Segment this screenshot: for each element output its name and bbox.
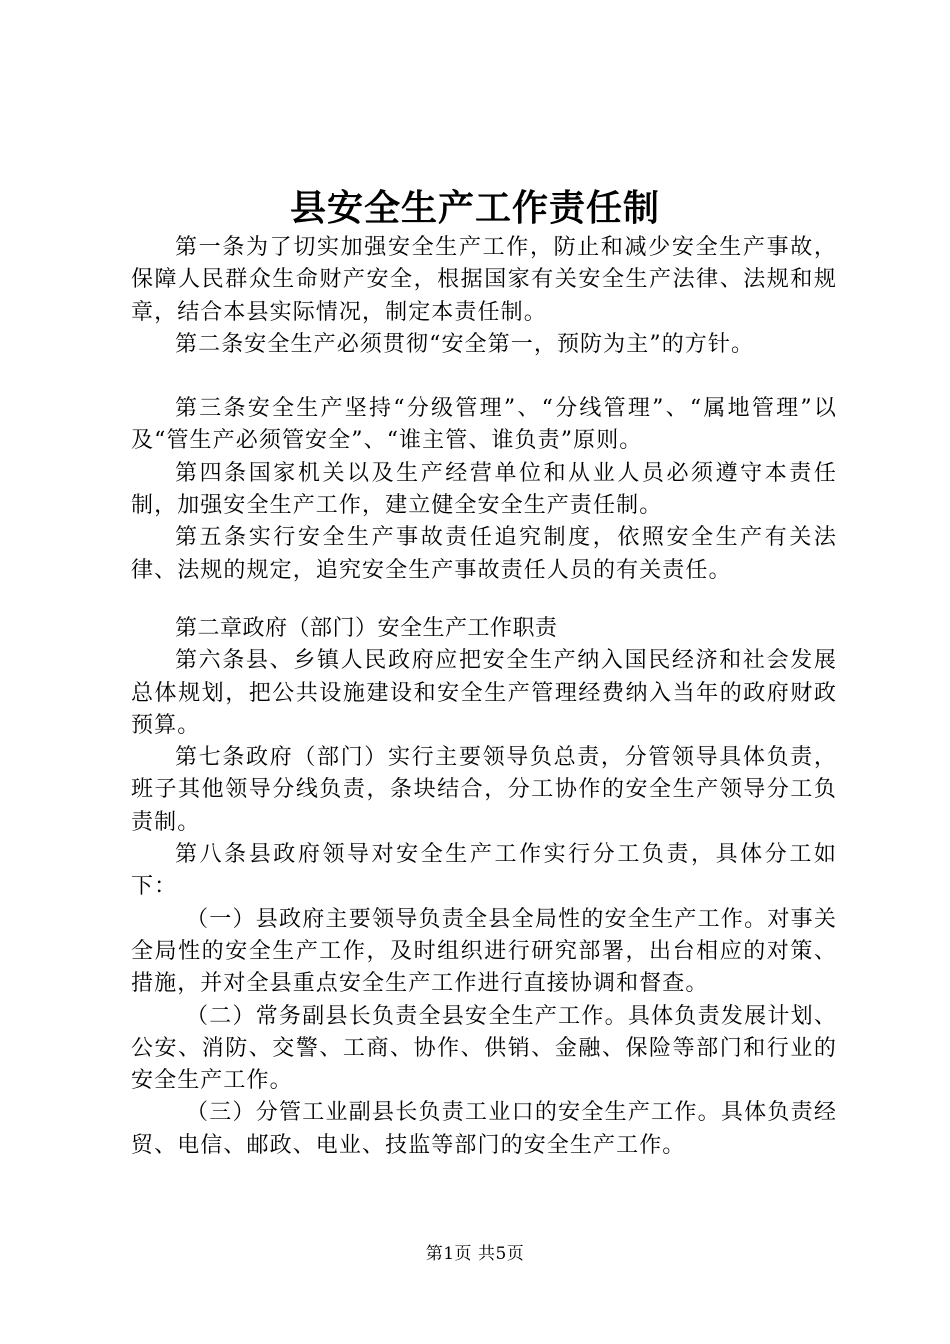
paragraph-spacer <box>131 587 837 613</box>
article-8-item-2: （二）常务副县长负责全县安全生产工作。具体负责发展计划、公安、消防、交警、工商、协作、供销、金融、保险等部门和行业的安全生产工作。 <box>131 1003 837 1094</box>
article-3: 第三条安全生产坚持“分级管理”、“分线管理”、“属地管理”以及“管生产必须管安全”、“谁主管、谁负责”原则。 <box>131 396 837 454</box>
article-1: 第一条为了切实加强安全生产工作，防止和减少安全生产事故，保障人民群众生命财产安全，根据国家有关安全生产法律、法规和规章，结合本县实际情况，制定本责任制。 <box>131 235 837 325</box>
article-8-item-1: （一）县政府主要领导负责全县全局性的安全生产工作。对事关全局性的安全生产工作，及时组织进行研究部署，出台相应的对策、措施，并对全县重点安全生产工作进行直接协调和督查。 <box>131 906 837 997</box>
document-body <box>131 232 837 1162</box>
article-8: 第八条县政府领导对安全生产工作实行分工负责，具体分工如下： <box>131 842 837 900</box>
article-6: 第六条县、乡镇人民政府应把安全生产纳入国民经济和社会发展总体规划，把公共设施建设和安全生产管理经费纳入当年的政府财政预算。 <box>131 648 837 738</box>
article-7: 第七条政府（部门）实行主要领导负总责，分管领导具体负责，班子其他领导分线负责，条块结合，分工协作的安全生产领导分工负责制。 <box>131 745 837 835</box>
page-footer: 第1页 共5页 <box>425 1244 525 1264</box>
article-2: 第二条安全生产必须贯彻“安全第一，预防为主”的方针。 <box>175 331 755 357</box>
paragraph-spacer <box>131 361 837 393</box>
chapter-heading: 第二章政府（部门）安全生产工作职责 <box>175 615 558 641</box>
article-4: 第四条国家机关以及生产经营单位和从业人员必须遵守本责任制，加强安全生产工作，建立健全安全生产责任制。 <box>131 460 837 519</box>
article-5: 第五条实行安全生产事故责任追究制度，依照安全生产有关法律、法规的规定，追究安全生产事故责任人员的有关责任。 <box>131 525 837 583</box>
article-8-item-3: （三）分管工业副县长负责工业口的安全生产工作。具体负责经贸、电信、邮政、电业、技监等部门的安全生产工作。 <box>131 1100 837 1158</box>
document-title: 县安全生产工作责任制 <box>289 187 660 229</box>
